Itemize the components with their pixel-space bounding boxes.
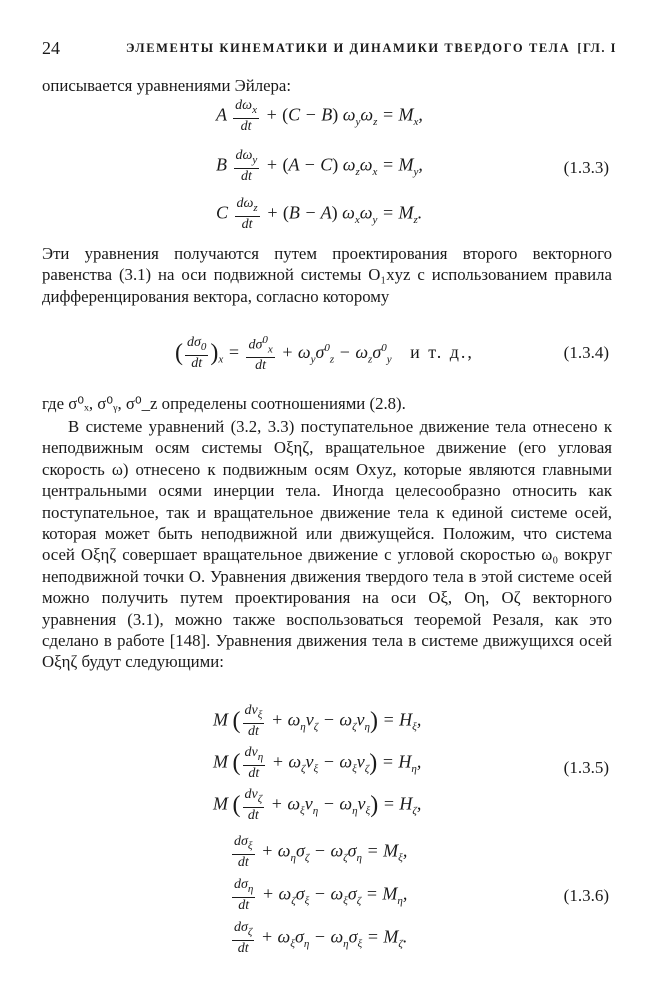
equation-motion-eta: M ( $\frac{dv_\eta}{dt}$ + $\omega_\zeta v_\xi - \omega_\xi v_\zeta) = H_\eta$, [213, 745, 422, 781]
equation-euler-3: C $\frac{d\omega_z}{dt}$ + (B − A) $\omega_x\omega_y = M_z$. [216, 196, 423, 232]
equation-euler-2: B $\frac{d\omega_y}{dt}$ + (A − C) $\omega_z\omega_x = M_y$, [216, 148, 423, 184]
paragraph-sigma-def: где σ⁰ₓ, σ⁰ᵧ, σ⁰_z определены соотношениями (2.8). [42, 394, 406, 413]
equation-rotation-xi: $\frac{d\sigma_\xi}{dt}$ + $\omega_\eta\sigma_\zeta - \omega_\zeta\sigma_\eta = M_\xi$, [234, 834, 408, 870]
paragraph-projection: Эти уравнения получаются путем проектирования второго векторного равенства (3.1) на оси подвижной системы O₁xyz с использованием правила дифференцирования вектора, согласно которому [42, 244, 612, 306]
page-number: 24 [42, 38, 60, 58]
equation-euler-1: A $\frac{d\omega_x}{dt}$ + (C − B) $\omega_y\omega_z = M_x$, [216, 98, 423, 134]
equation-derivative-rule: ( $\frac{d\sigma_0}{dt}$ )$_x$ = $\frac{d\sigma^0_x}{dt}$ + $\omega_y\sigma^0_z - \omega_z\sigma^0_y$ и т. д., [175, 334, 474, 374]
equation-number-133: (1.3.3) [563, 158, 609, 177]
paragraph-system: В системе уравнений (3.2, 3.3) поступательное движение тела отнесено к неподвижным осям системы Oξηζ, вращательное движение (его угловая скорость ω) отнесено к подвижным осям Oxyz, которые являются главными центральными осями инерции тела. Иногда целесообразно относить как поступательное, так и вращательное движение тела к единой системе осей, которая может быть неподвижной или движущейся. Положим, что система осей Oξηζ совершает вращательное движение с угловой скоростью ω₀ вокруг неподвижной точки O. Уравнения движения твердого тела в этой системе осей можно получить путем проектирования на оси Oξ, Oη, Oζ векторного уравнения (3.1), можно также воспользоваться теоремой Резаля, как это сделано в работе [148]. Уравнения движения тела в системе движущихся осей Oξηζ будут следующими: [42, 417, 612, 672]
equation-motion-zeta: M ( $\frac{dv_\zeta}{dt}$ + $\omega_\xi v_\eta - \omega_\eta v_\xi) = H_\zeta$, [213, 787, 422, 823]
equation-rotation-eta: $\frac{d\sigma_\eta}{dt}$ + $\omega_\zeta\sigma_\xi - \omega_\xi\sigma_\zeta = M_\eta$, [234, 877, 408, 913]
chapter-label: [ГЛ. I [577, 41, 617, 55]
equation-motion-xi: M ( $\frac{dv_\xi}{dt}$ + $\omega_\eta v_\zeta - \omega_\zeta v_\eta) = H_\xi$, [213, 703, 422, 739]
equation-number-134: (1.3.4) [563, 343, 609, 362]
page-header [42, 38, 617, 60]
running-title: ЭЛЕМЕНТЫ КИНЕМАТИКИ И ДИНАМИКИ ТВЕРДОГО ТЕЛА [126, 41, 571, 55]
equation-number-136: (1.3.6) [563, 886, 609, 905]
equation-number-135: (1.3.5) [563, 758, 609, 777]
paragraph-intro: описывается уравнениями Эйлера: [42, 76, 292, 95]
equation-rotation-zeta: $\frac{d\sigma_\zeta}{dt}$ + $\omega_\xi\sigma_\eta - \omega_\eta\sigma_\xi = M_\zeta$. [234, 920, 408, 956]
etc-label: и т. д., [410, 341, 474, 362]
